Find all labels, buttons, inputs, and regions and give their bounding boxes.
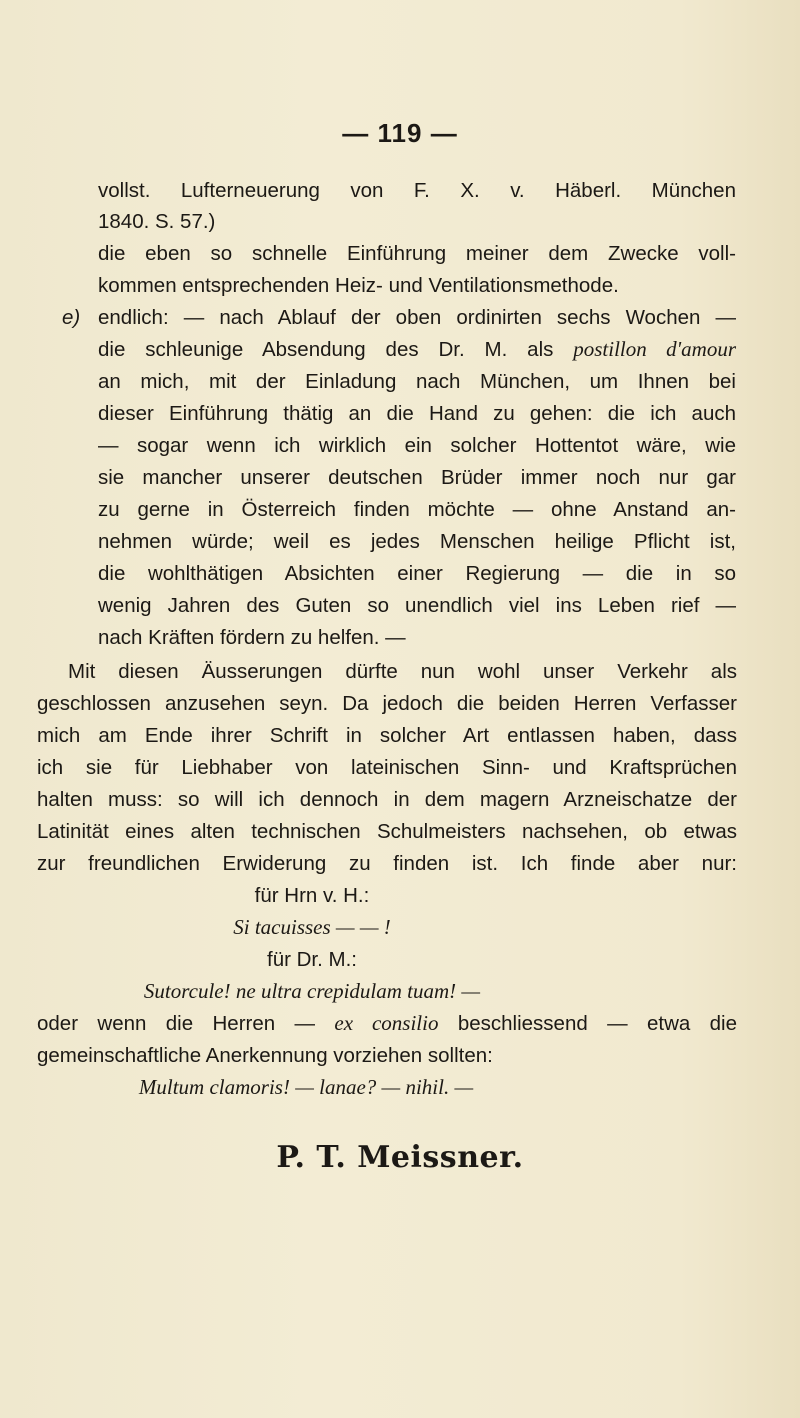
paragraph-line: Latinität eines alten technischen Schulmeisters nachsehen, ob etwas	[37, 820, 737, 843]
paragraph-line: halten muss: so will ich dennoch in dem magern Arzneischatze der	[37, 788, 737, 811]
italic-phrase: postillon d'amour	[573, 337, 737, 361]
text-line: vollst. Lufterneuerung von F. X. v. Häberl. München	[98, 179, 736, 202]
text-run: beschliessend — etwa die	[457, 1012, 737, 1035]
list-marker: e)	[62, 306, 81, 329]
latin-quote: Multum clamoris! — lanae? — nihil. —	[138, 1075, 474, 1099]
text-line: zu gerne in Österreich finden möchte — ohne Anstand an-	[98, 498, 736, 521]
paragraph-line: Mit diesen Äusserungen dürfte nun wohl unser Verkehr als	[68, 660, 737, 683]
italic-phrase: ex consilio	[334, 1011, 439, 1035]
text-line: die eben so schnelle Einführung meiner dem Zwecke voll-	[98, 242, 736, 265]
text-line: 1840. S. 57.)	[98, 210, 216, 233]
paragraph-line: gemeinschaftliche Anerkennung vorziehen sollten:	[37, 1044, 493, 1067]
text-run: oder wenn die Herren —	[37, 1012, 316, 1035]
latin-quote: Sutorcule! ne ultra crepidulam tuam! —	[143, 979, 481, 1003]
latin-quote: Si tacuisses — — !	[233, 915, 391, 939]
centered-line: für Hrn v. H.:	[254, 884, 370, 907]
centered-line	[0, 1072, 612, 1103]
text-line	[98, 334, 736, 365]
centered-line	[0, 912, 624, 943]
paragraph-line: zur freundlichen Erwiderung zu finden ist. Ich finde aber nur:	[37, 852, 737, 875]
signature: P. T. Meissner.	[276, 1140, 524, 1175]
paragraph-line: ich sie für Liebhaber von lateinischen Sinn- und Kraftsprüchen	[37, 756, 737, 779]
text-run: die schleunige Absendung des Dr. M. als	[98, 338, 554, 361]
text-line: dieser Einführung thätig an die Hand zu gehen: die ich auch	[98, 402, 736, 425]
paragraph-line: mich am Ende ihrer Schrift in solcher Art entlassen haben, dass	[37, 724, 737, 747]
text-line: — sogar wenn ich wirklich ein solcher Hottentot wäre, wie	[98, 434, 736, 457]
text-line: die wohlthätigen Absichten einer Regierung — die in so	[98, 562, 736, 585]
text-line: nach Kräften fördern zu helfen. —	[98, 626, 406, 649]
text-line: wenig Jahren des Guten so unendlich viel ins Leben rief —	[98, 594, 736, 617]
paragraph-line: geschlossen anzusehen seyn. Da jedoch die beiden Herren Verfasser	[37, 692, 737, 715]
text-line: endlich: — nach Ablauf der oben ordinirten sechs Wochen —	[98, 306, 736, 329]
paragraph-line	[37, 1008, 737, 1039]
text-line: sie mancher unserer deutschen Brüder immer noch nur gar	[98, 466, 736, 489]
centered-line: für Dr. M.:	[267, 948, 357, 971]
centered-line	[0, 976, 624, 1007]
text-line: kommen entsprechenden Heiz- und Ventilationsmethode.	[98, 274, 619, 297]
text-line: nehmen würde; weil es jedes Menschen heilige Pflicht ist,	[98, 530, 736, 553]
text-line: an mich, mit der Einladung nach München, um Ihnen bei	[98, 370, 736, 393]
page-number: — 119 —	[342, 118, 458, 148]
